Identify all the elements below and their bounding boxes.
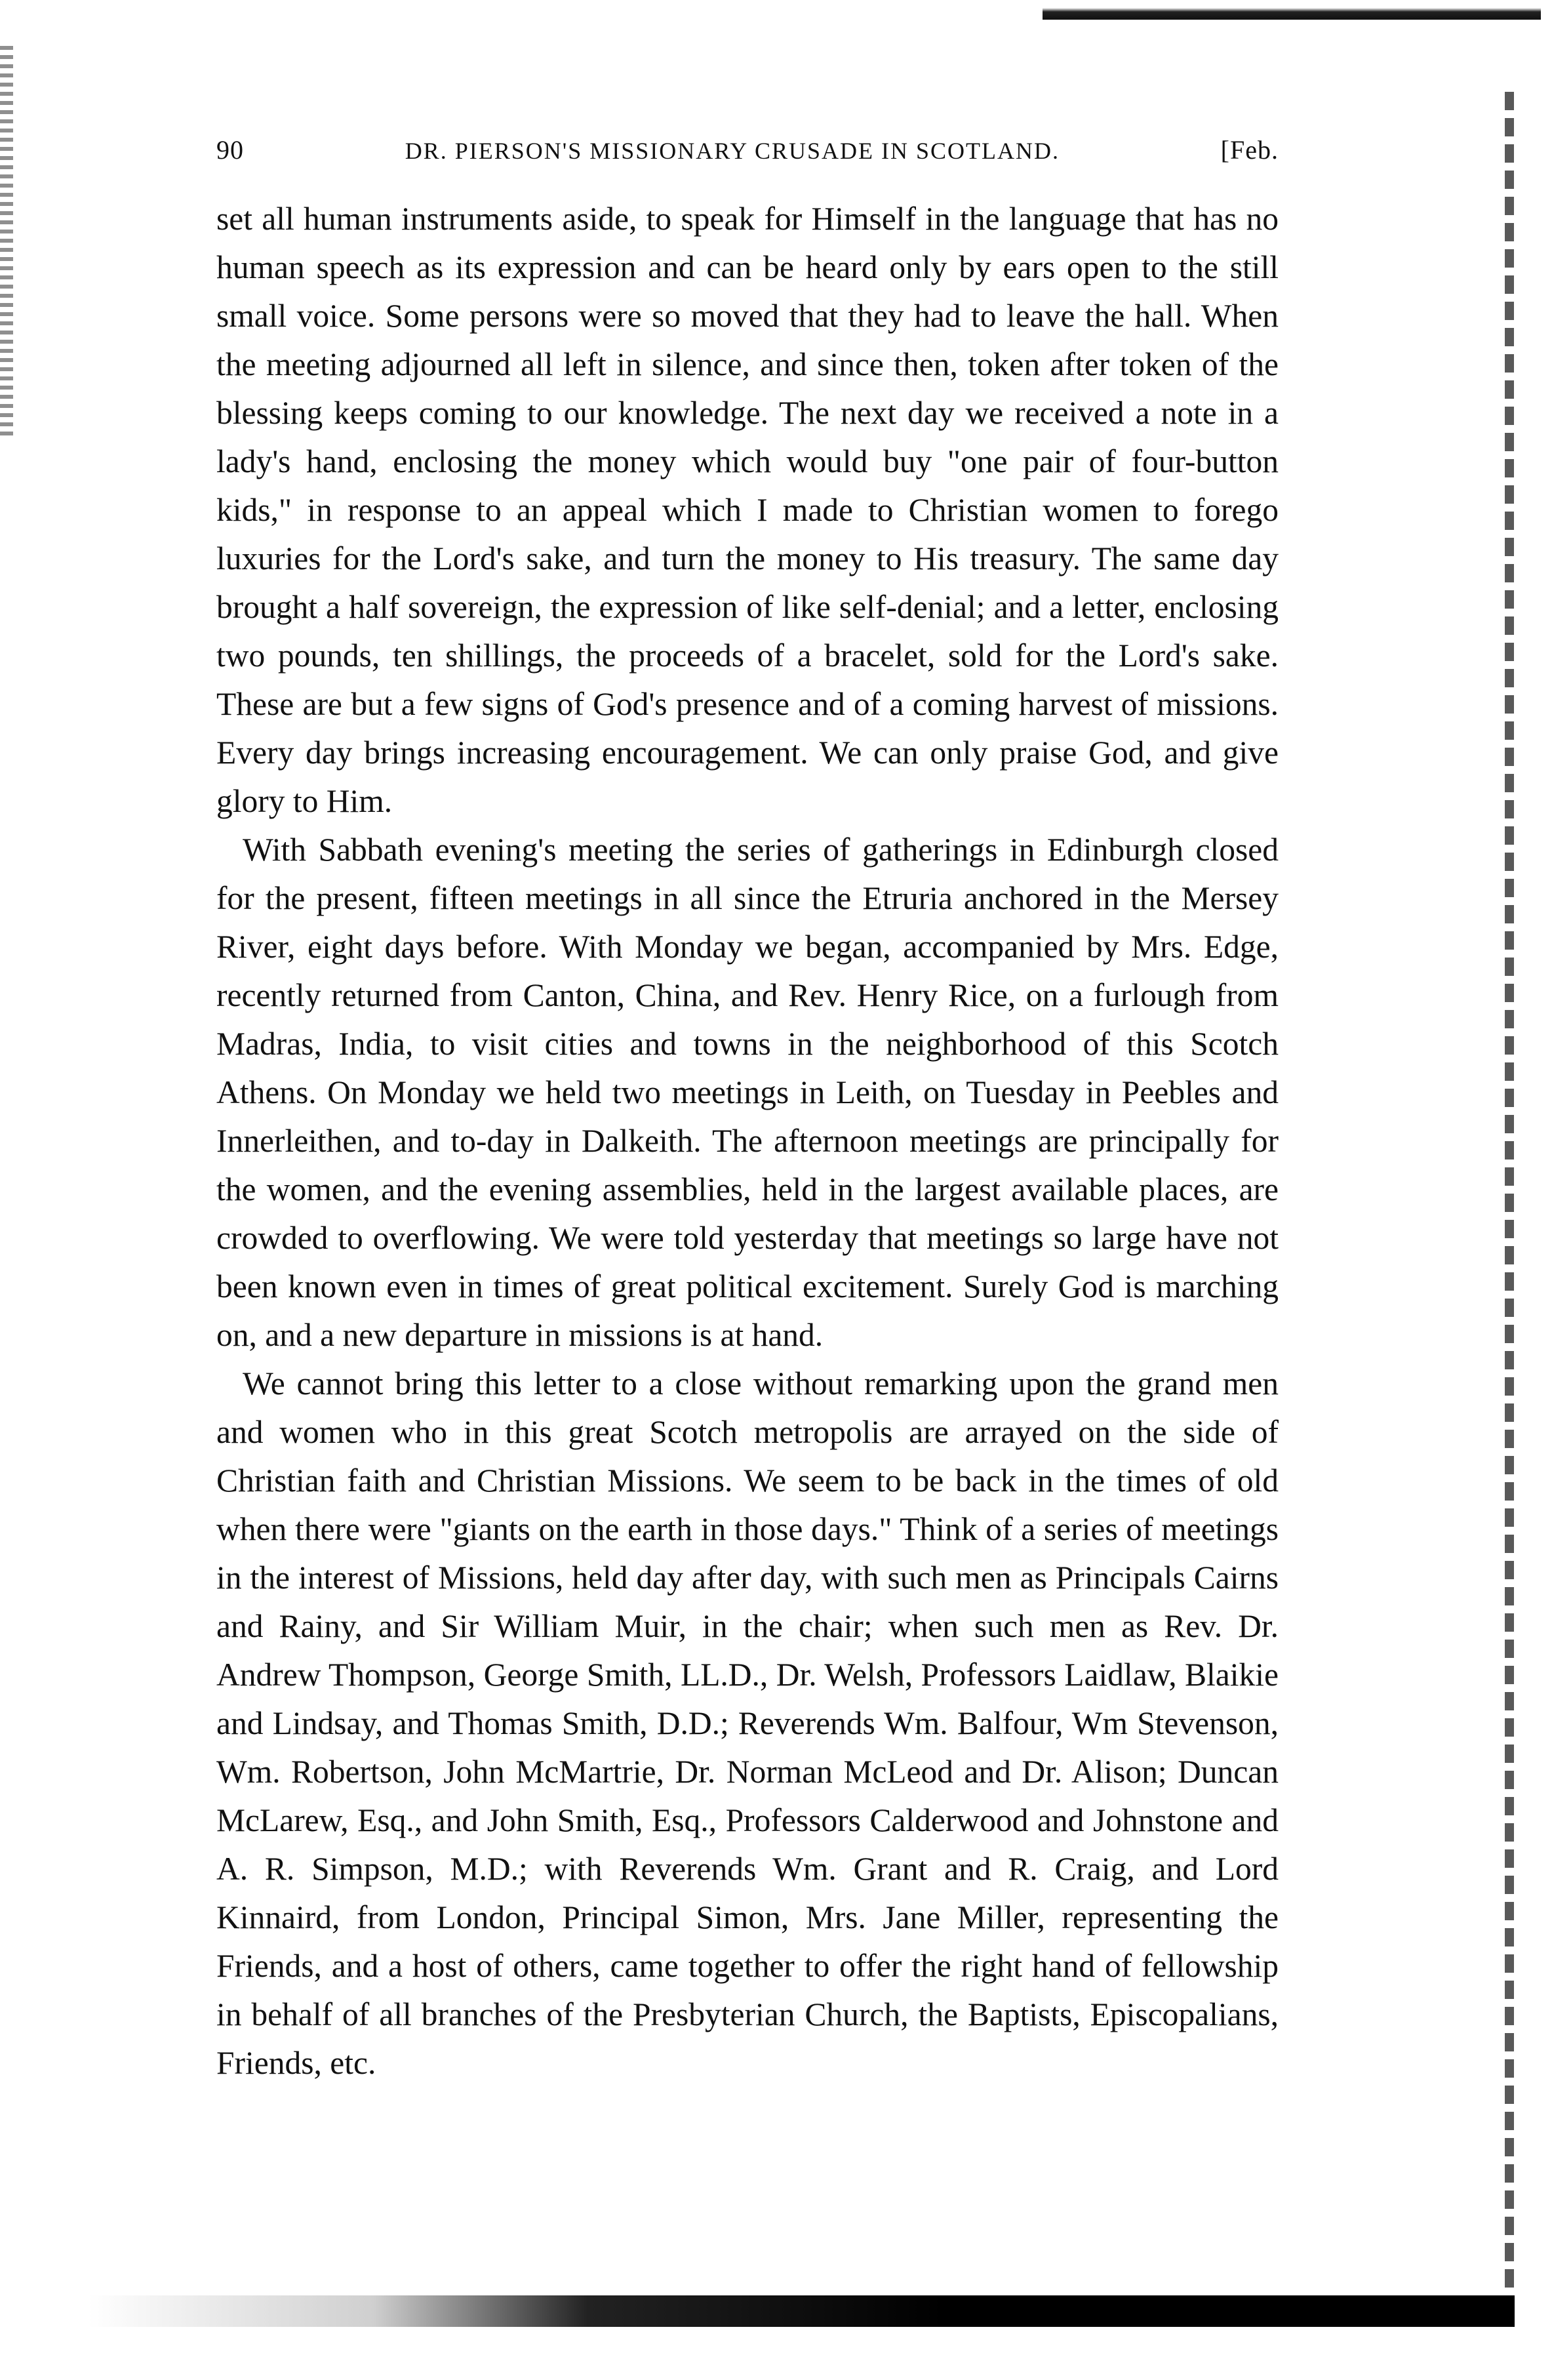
page-number: 90 xyxy=(216,135,244,165)
paragraph: We cannot bring this letter to a close without remarking upon the grand men and women who in this great Scotch metropolis are arrayed on the side of Christian faith and Christian Missions. We seem to be back in the times of old when there were "giants on the earth in those days." Think of a series of meetings in the interest of Missions, held day after day, with such men as Principals Cairns and Rainy, and Sir William Muir, in the chair; when such men as Rev. Dr. Andrew Thompson, George Smith, LL.D., Dr. Welsh, Professors Laidlaw, Blaikie and Lindsay, and Thomas Smith, D.D.; Reverends Wm. Balfour, Wm Stevenson, Wm. Robertson, John McMartrie, Dr. Norman McLeod and Dr. Alison; Duncan McLarew, Esq., and John Smith, Esq., Professors Calderwood and Johnstone and A. R. Simpson, M.D.; with Reverends Wm. Grant and R. Craig, and Lord Kinnaird, from London, Principal Simon, Mrs. Jane Miller, representing the Friends, and a host of others, came together to offer the right hand of fellowship in behalf of all branches of the Presbyterian Church, the Baptists, Episcopalians, Friends, etc. xyxy=(216,1365,1279,2081)
book-page xyxy=(216,134,1279,2088)
scan-edge-right xyxy=(1505,92,1514,2309)
running-title: DR. PIERSON'S MISSIONARY CRUSADE IN SCOTLAND. xyxy=(405,138,1060,164)
running-head xyxy=(216,134,1279,171)
scan-edge-top xyxy=(1043,0,1541,20)
scan-edge-left xyxy=(0,46,13,439)
paragraph: With Sabbath evening's meeting the series of gatherings in Edinburgh closed for the present, fifteen meetings in all since the Etruria anchored in the Mersey River, eight days before. With Monday we began, accompanied by Mrs. Edge, recently returned from Canton, China, and Rev. Henry Rice, on a furlough from Madras, India, to visit cities and towns in the neighborhood of this Scotch Athens. On Monday we held two meetings in Leith, on Tuesday in Peebles and Innerleithen, and to-day in Dalkeith. The afternoon meetings are principally for the women, and the evening assemblies, held in the largest available places, are crowded to overflowing. We were told yesterday that meetings so large have not been known even in times of great political excitement. Surely God is marching on, and a new departure in missions is at hand. xyxy=(216,832,1279,1353)
paragraph: set all human instruments aside, to speak for Himself in the language that has no human speech as its expression and can be heard only by ears open to the still small voice. Some persons were so moved that they had to leave the hall. When the meeting adjourned all left in silence, and since then, token after token of the blessing keeps coming to our knowledge. The next day we received a note in a lady's hand, enclosing the money which would buy "one pair of four-button kids," in response to an appeal which I made to Christian women to forego luxuries for the Lord's sake, and turn the money to His treasury. The same day brought a half sovereign, the expression of like self-denial; and a letter, enclosing two pounds, ten shillings, the proceeds of a bracelet, sold for the Lord's sake. These are but a few signs of God's presence and of a coming harvest of missions. Every day brings increasing encouragement. We can only praise God, and give glory to Him. xyxy=(216,201,1279,819)
issue-month: [Feb. xyxy=(1220,135,1279,165)
scan-edge-bottom xyxy=(89,2295,1515,2327)
article-body xyxy=(216,195,1279,2088)
